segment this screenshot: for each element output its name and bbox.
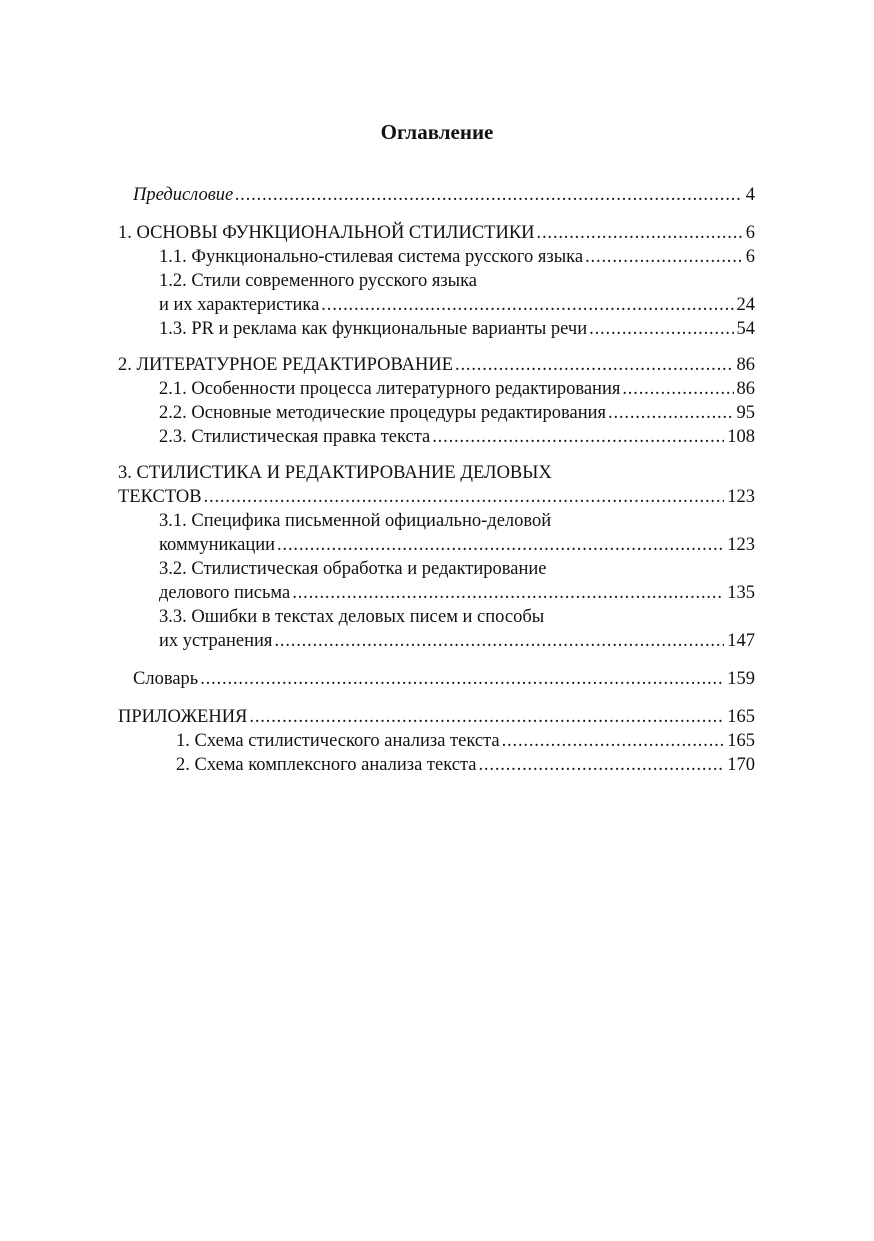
toc-page-number: 147 [727, 631, 755, 651]
toc-page-number: 170 [727, 755, 755, 775]
toc-entry-title: их устранения [159, 631, 273, 651]
toc-entry-title: 2.2. Основные методические процедуры редактирования [159, 403, 607, 423]
toc-entry-title: 2.1. Особенности процесса литературного редактирования [159, 379, 621, 399]
toc-page-number: 54 [736, 319, 755, 339]
toc-entry-appendix-2[interactable] [118, 753, 755, 777]
toc-entry-section-3-2-line1[interactable]: 3.2. Стилистическая обработка и редактирование [159, 559, 547, 579]
toc-entry-title: Предисловие [133, 185, 234, 205]
toc-entry-appendix-1[interactable] [118, 729, 755, 753]
toc-entry-chapter-2[interactable] [118, 353, 755, 377]
toc-entry-glossary[interactable] [118, 667, 755, 691]
dot-leader [622, 377, 733, 401]
toc-page-number: 123 [727, 535, 755, 555]
toc-page-number: 86 [736, 379, 755, 399]
dot-leader [608, 401, 733, 425]
toc-entry-chapter-1[interactable] [118, 221, 755, 245]
dot-leader [321, 293, 733, 317]
dot-leader [292, 581, 724, 605]
toc-page-number: 6 [745, 223, 755, 243]
toc-entry-title: 1.3. PR и реклама как функциональные варианты речи [159, 319, 588, 339]
toc-entry-section-3-2[interactable] [118, 581, 755, 605]
toc-entry-section-1-2[interactable] [118, 293, 755, 317]
toc-entry-section-1-2-line1[interactable]: 1.2. Стили современного русского языка [159, 271, 477, 291]
toc-entry-title: Словарь [133, 669, 199, 689]
toc-page-number: 95 [736, 403, 755, 423]
toc-entry-title: и их характеристика [159, 295, 320, 315]
toc-page-number: 135 [727, 583, 755, 603]
dot-leader [478, 753, 724, 777]
dot-leader [204, 485, 725, 509]
toc-page-number: 86 [736, 355, 755, 375]
toc-page-number: 165 [727, 731, 755, 751]
toc-entry-title: 2. ЛИТЕРАТУРНОЕ РЕДАКТИРОВАНИЕ [118, 355, 453, 375]
toc-entry-section-1-3[interactable] [118, 317, 755, 341]
toc-entry-chapter-3[interactable] [118, 485, 755, 509]
toc-entry-chapter-3-line1[interactable]: 3. СТИЛИСТИКА И РЕДАКТИРОВАНИЕ ДЕЛОВЫХ [118, 463, 552, 483]
toc-entry-title: ПРИЛОЖЕНИЯ [118, 707, 248, 727]
toc-page-number: 165 [727, 707, 755, 727]
dot-leader [537, 221, 743, 245]
dot-leader [432, 425, 724, 449]
toc-page-number: 6 [745, 247, 755, 267]
dot-leader [589, 317, 733, 341]
toc-page-number: 24 [736, 295, 755, 315]
toc-entry-title: 2. Схема комплексного анализа текста [176, 755, 477, 775]
toc-entry-title: 1. ОСНОВЫ ФУНКЦИОНАЛЬНОЙ СТИЛИСТИКИ [118, 223, 535, 243]
page-title: Оглавление [380, 120, 494, 144]
toc-entry-title: 1. Схема стилистического анализа текста [176, 731, 500, 751]
toc-entry-title: 1.1. Функционально-стилевая система русского языка [159, 247, 584, 267]
toc-page-number: 108 [727, 427, 755, 447]
toc-entry-preface[interactable] [118, 183, 755, 207]
dot-leader [455, 353, 734, 377]
toc-entry-section-3-3[interactable] [118, 629, 755, 653]
table-of-contents [118, 183, 755, 777]
toc-entry-section-2-3[interactable] [118, 425, 755, 449]
toc-entry-section-2-1[interactable] [118, 377, 755, 401]
toc-entry-section-3-3-line1[interactable]: 3.3. Ошибки в текстах деловых писем и способы [159, 607, 545, 627]
toc-page-number: 4 [745, 185, 755, 205]
toc-entry-title: 2.3. Стилистическая правка текста [159, 427, 431, 447]
toc-entry-section-1-1[interactable] [118, 245, 755, 269]
dot-leader [200, 667, 724, 691]
toc-entry-section-3-1[interactable] [118, 533, 755, 557]
toc-entry-section-2-2[interactable] [118, 401, 755, 425]
toc-entry-title: делового письма [159, 583, 291, 603]
toc-page-number: 159 [727, 669, 755, 689]
toc-entry-section-3-1-line1[interactable]: 3.1. Специфика письменной официально-деловой [159, 511, 552, 531]
dot-leader [249, 705, 724, 729]
dot-leader [274, 629, 724, 653]
toc-entry-title: коммуникации [159, 535, 276, 555]
dot-leader [235, 183, 743, 207]
toc-entry-appendix[interactable] [118, 705, 755, 729]
toc-entry-title: ТЕКСТОВ [118, 487, 202, 507]
toc-page-number: 123 [727, 487, 755, 507]
dot-leader [502, 729, 725, 753]
dot-leader [277, 533, 724, 557]
dot-leader [585, 245, 743, 269]
